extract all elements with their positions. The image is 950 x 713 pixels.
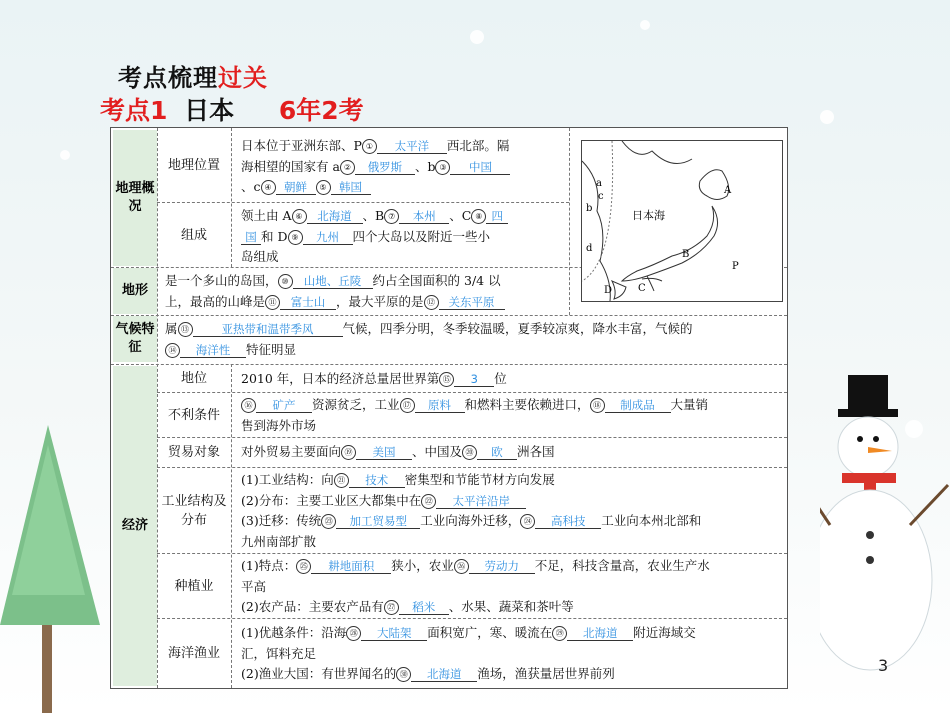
- row-divider: [157, 467, 787, 468]
- map-label-c: c: [598, 191, 604, 202]
- map-sea-label: 日本海: [632, 209, 665, 222]
- sub-trade: 贸易对象: [167, 445, 220, 460]
- map-label-B: B: [682, 249, 690, 260]
- sub-fishery: 海洋渔业: [167, 645, 220, 661]
- sub-unfavorable: 不利条件: [167, 407, 220, 423]
- category-geo: 地理概况: [113, 130, 157, 266]
- planting-text: (1)特点： ㉕ 耕地面积 狭小，农业 ㉖ 劳动力 不足，科技含量高，农业生产水 平高 (2)农产品：主要农产品有 ㉗ 稻米 、水果、蔬菜和茶叶等: [241, 558, 710, 614]
- map-label-a: a: [596, 178, 602, 189]
- status-text: 2010 年，日本的经济总量居世界第 ⑮ 3 位: [241, 371, 507, 386]
- column-divider: [231, 364, 232, 688]
- japan-map: [581, 140, 783, 302]
- trade-text: 对外贸易主要面向 ⑲ 美国 、中国及 ⑳ 欧 洲各国: [241, 444, 555, 459]
- section-heading: 考点梳理过关: [118, 64, 268, 92]
- climate-text: 属 ⑬ 亚热带和温带季风 气候，四季分明，冬季较温暖，夏季较凉爽，降水丰富，气候的 ⑭ 海洋性 特征明显: [165, 321, 693, 357]
- fishery-text: (1)优越条件：沿海 ㉘ 大陆架 面积宽广，寒、暖流在 ㉙ 北海道 附近海域交 汇，饵料充足 (2)渔业大国：有世界闻名的 ㉚ 北海道 渔场，渔获量居世界前列: [241, 625, 696, 681]
- page-number: 3: [878, 656, 889, 675]
- map-label-d: d: [586, 243, 593, 254]
- sub-status: 地位: [180, 371, 207, 386]
- map-label-P: P: [732, 261, 739, 272]
- map-label-D: D: [604, 285, 613, 296]
- category-economy: 经济: [113, 366, 157, 686]
- map-label-C: C: [638, 283, 646, 294]
- column-divider: [569, 128, 570, 315]
- row-divider: [157, 392, 787, 393]
- tree-illustration: [0, 425, 100, 713]
- sub-location: 地理位置: [167, 157, 220, 173]
- knowledge-table: [110, 127, 788, 689]
- location-text: 日本位于亚洲东部、P ① 太平洋 西北部。隔 海相望的国家有 a ② 俄罗斯 、b ③ 中国 、c ④ 朝鲜 ⑤ 韩国: [241, 138, 510, 194]
- industry-text: (1)工业结构：向 ㉑ 技术 密集型和节能节材方向发展 (2)分布：主要工业区大都集中在 ㉒ 太平洋沿岸 (3)迁移：传统 ㉓ 加工贸易型 工业向海外迁移， ㉔ 高科技 工业向本州北部和 九州南部扩散: [241, 472, 702, 549]
- topic-heading: 考点1 日本 6年2考: [100, 96, 364, 125]
- category-terrain: 地形: [113, 268, 157, 314]
- sub-industry: 工业结构及分布: [161, 493, 227, 528]
- sub-planting: 种植业: [174, 578, 214, 594]
- map-drawing: [582, 141, 782, 301]
- map-label-b: b: [586, 203, 593, 214]
- category-climate: 气候特征: [113, 316, 157, 362]
- unfavorable-text: ⑯ 矿产 资源贫乏，工业 ⑰ 原料 和燃料主要依赖进口， ⑱ 制成品 大量销 售到海外市场: [241, 397, 709, 433]
- column-divider: [231, 128, 232, 267]
- map-label-A: A: [724, 185, 732, 196]
- sub-composition: 组成: [180, 227, 207, 243]
- composition-text: 领土由 A ⑥ 北海道 、B ⑦ 本州 、C ⑧ 四 国 和 D ⑨ 九州 四个大岛以及附近一些小 岛组成: [241, 206, 567, 268]
- row-divider: [157, 618, 787, 619]
- row-divider: [111, 315, 787, 316]
- terrain-text: 是一个多山的岛国， ⑩ 山地、丘陵 约占全国面积的 3/4 以 上，最高的山峰是 ⑪ 富士山 ，最大平原的是 ⑫ 关东平原: [165, 271, 565, 312]
- row-divider: [157, 437, 787, 438]
- row-divider: [157, 553, 787, 554]
